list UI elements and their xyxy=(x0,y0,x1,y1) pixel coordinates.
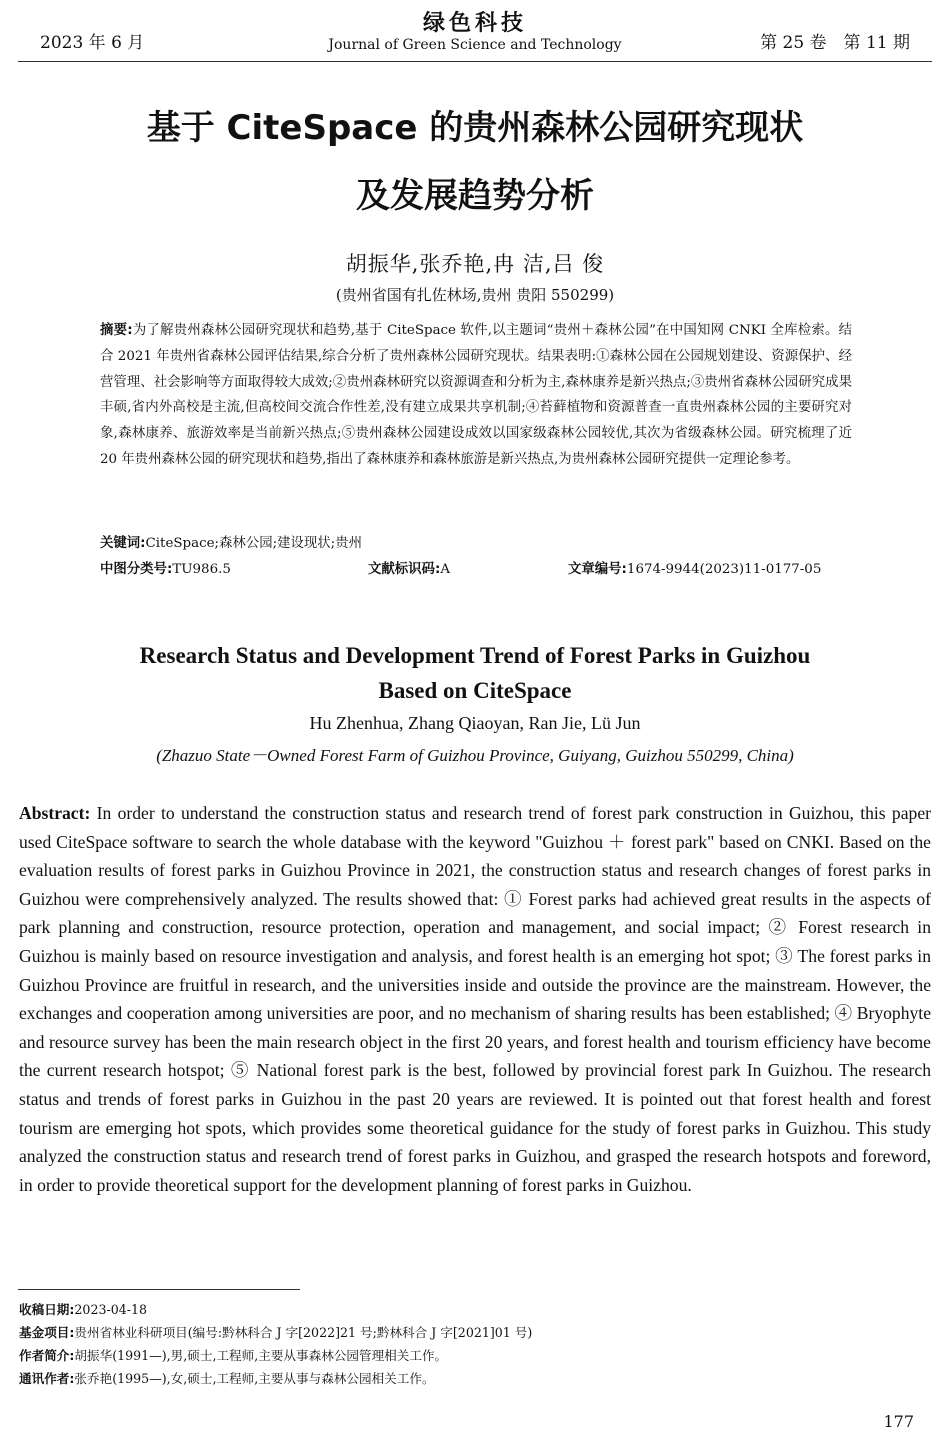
header-volume: 第 25 卷 第 11 期 xyxy=(760,33,910,53)
authors-en: Hu Zhenhua, Zhang Qiaoyan, Ran Jie, Lü Jun xyxy=(309,713,641,733)
affiliation-cn: (贵州省国有扎佐林场,贵州 贵阳 550299) xyxy=(335,286,615,304)
affiliation-en: (Zhazuo State－Owned Forest Farm of Guizhou Province, Guiyang, Guizhou 550299, China) xyxy=(156,746,794,765)
abstract-cn-text: 为了解贵州森林公园研究现状和趋势,基于 CiteSpace 软件,以主题词“贵州＋森林公园”在中国知网 CNKI 全库检索。结合 2021 年贵州省森林公园评估结果,综合分析了贵州森林公园研究现状。结果表明:①森林公园在公园规划建设、资源保护、经营管理、社会影响等方面取得较大成效;②贵州森林研究以资源调查和分析为主,森林康养是新兴热点;③贵州省森林公园研究成果丰硕,省内外高校是主流,但高校间交流合作性差,没有建立成果共享机制;④苔藓植物和资源普查一直贵州森林公园的主要研究对象,森林康养、旅游效率是当前新兴热点;⑤贵州森林公园建设成效以国家级森林公园较优,其次为省级森林公园。研究梳理了近 20 年贵州森林公园的研究现状和趋势,指出了森林康养和森林旅游是新兴热点,为贵州森林公园研究提供一定理论参考。 xyxy=(100,323,852,467)
abstract-en-text: In order to understand the construction status and research trend of forest park construction in Guizhou, this paper used CiteSpace software to search the whole database with the keyword "Guizhou ＋ forest park" based on CNKI. Based on the evaluation results of forest parks in Guizhou Province in 2021, the construction status and research changes of forest parks in Guizhou were comprehensively analyzed. The results showed that: ① Forest parks had achieved great results in the aspects of park planning and construction, resource protection, operation and management, and social impact; ② Forest research in Guizhou is mainly based on resource investigation and analysis, and forest health is an emerging hot spot; ③ The forest parks in Guizhou Province are fruitful in research, and the universities inside and outside the province are the mainstream. However, the exchanges and cooperation among universities are poor, and no mechanism of sharing results has been established; ④ Bryophyte and resource survey has been the main research object in the first 20 years, and forest health and tourism efficiency have become the current research hotspot; ⑤ National forest park is the best, followed by provincial forest park In Guizhou. The research status and trends of forest parks in Guizhou in the past 20 years are reviewed. It is pointed out that forest health and forest tourism are emerging hot spots, which provides some theoretical guidance for the study of forest parks in Guizhou. This study analyzed the construction status and research trend of forest parks in Guizhou, and grasped the research hotspots and foreword, in order to provide theoretical support for the development planning of forest parks in Guizhou. xyxy=(19,803,932,1195)
clc-code: 中图分类号:TU986.5 xyxy=(100,562,231,577)
journal-title-cn: 绿色科技 xyxy=(422,10,527,36)
authors-cn: 胡振华,张乔艳,冉 洁,吕 俊 xyxy=(345,252,605,276)
title-cn-line2: 及发展趋势分析 xyxy=(356,176,594,216)
footnote-corresponding: 通讯作者:张乔艳(1995—),女,硕士,工程师,主要从事与森林公园相关工作。 xyxy=(19,1371,435,1386)
abstract-cn xyxy=(100,318,852,473)
footnote-author: 作者简介:胡振华(1991—),男,硕士,工程师,主要从事森林公园管理相关工作。 xyxy=(19,1348,448,1363)
keywords-cn xyxy=(100,531,852,557)
abstract-en-label: Abstract: xyxy=(19,803,91,823)
title-en-line1: Research Status and Development Trend of Forest Parks in Guizhou xyxy=(139,643,811,668)
abstract-cn-label: 摘要: xyxy=(100,323,133,338)
page-number: 177 xyxy=(883,1412,914,1431)
title-cn-line1: 基于 CiteSpace 的贵州森林公园研究现状 xyxy=(146,108,804,148)
header-date: 2023 年 6 月 xyxy=(40,33,145,53)
journal-title-en: Journal of Green Science and Technology xyxy=(328,37,622,53)
footnote-received: 收稿日期:2023-04-18 xyxy=(19,1302,148,1317)
keywords-cn-text: CiteSpace;森林公园;建设现状;贵州 xyxy=(145,536,362,551)
keywords-cn-label: 关键词: xyxy=(100,536,146,551)
document-code: 文献标识码:A xyxy=(368,562,450,577)
title-en-line2: Based on CiteSpace xyxy=(378,678,572,703)
header-rule xyxy=(18,61,932,62)
abstract-en xyxy=(19,799,931,1199)
footnote-fund: 基金项目:贵州省林业科研项目(编号:黔林科合 J 字[2022]21 号;黔林科合 J 字[2021]01 号) xyxy=(19,1325,533,1340)
footnote-rule xyxy=(18,1289,300,1290)
article-number: 文章编号:1674-9944(2023)11-0177-05 xyxy=(568,562,822,577)
